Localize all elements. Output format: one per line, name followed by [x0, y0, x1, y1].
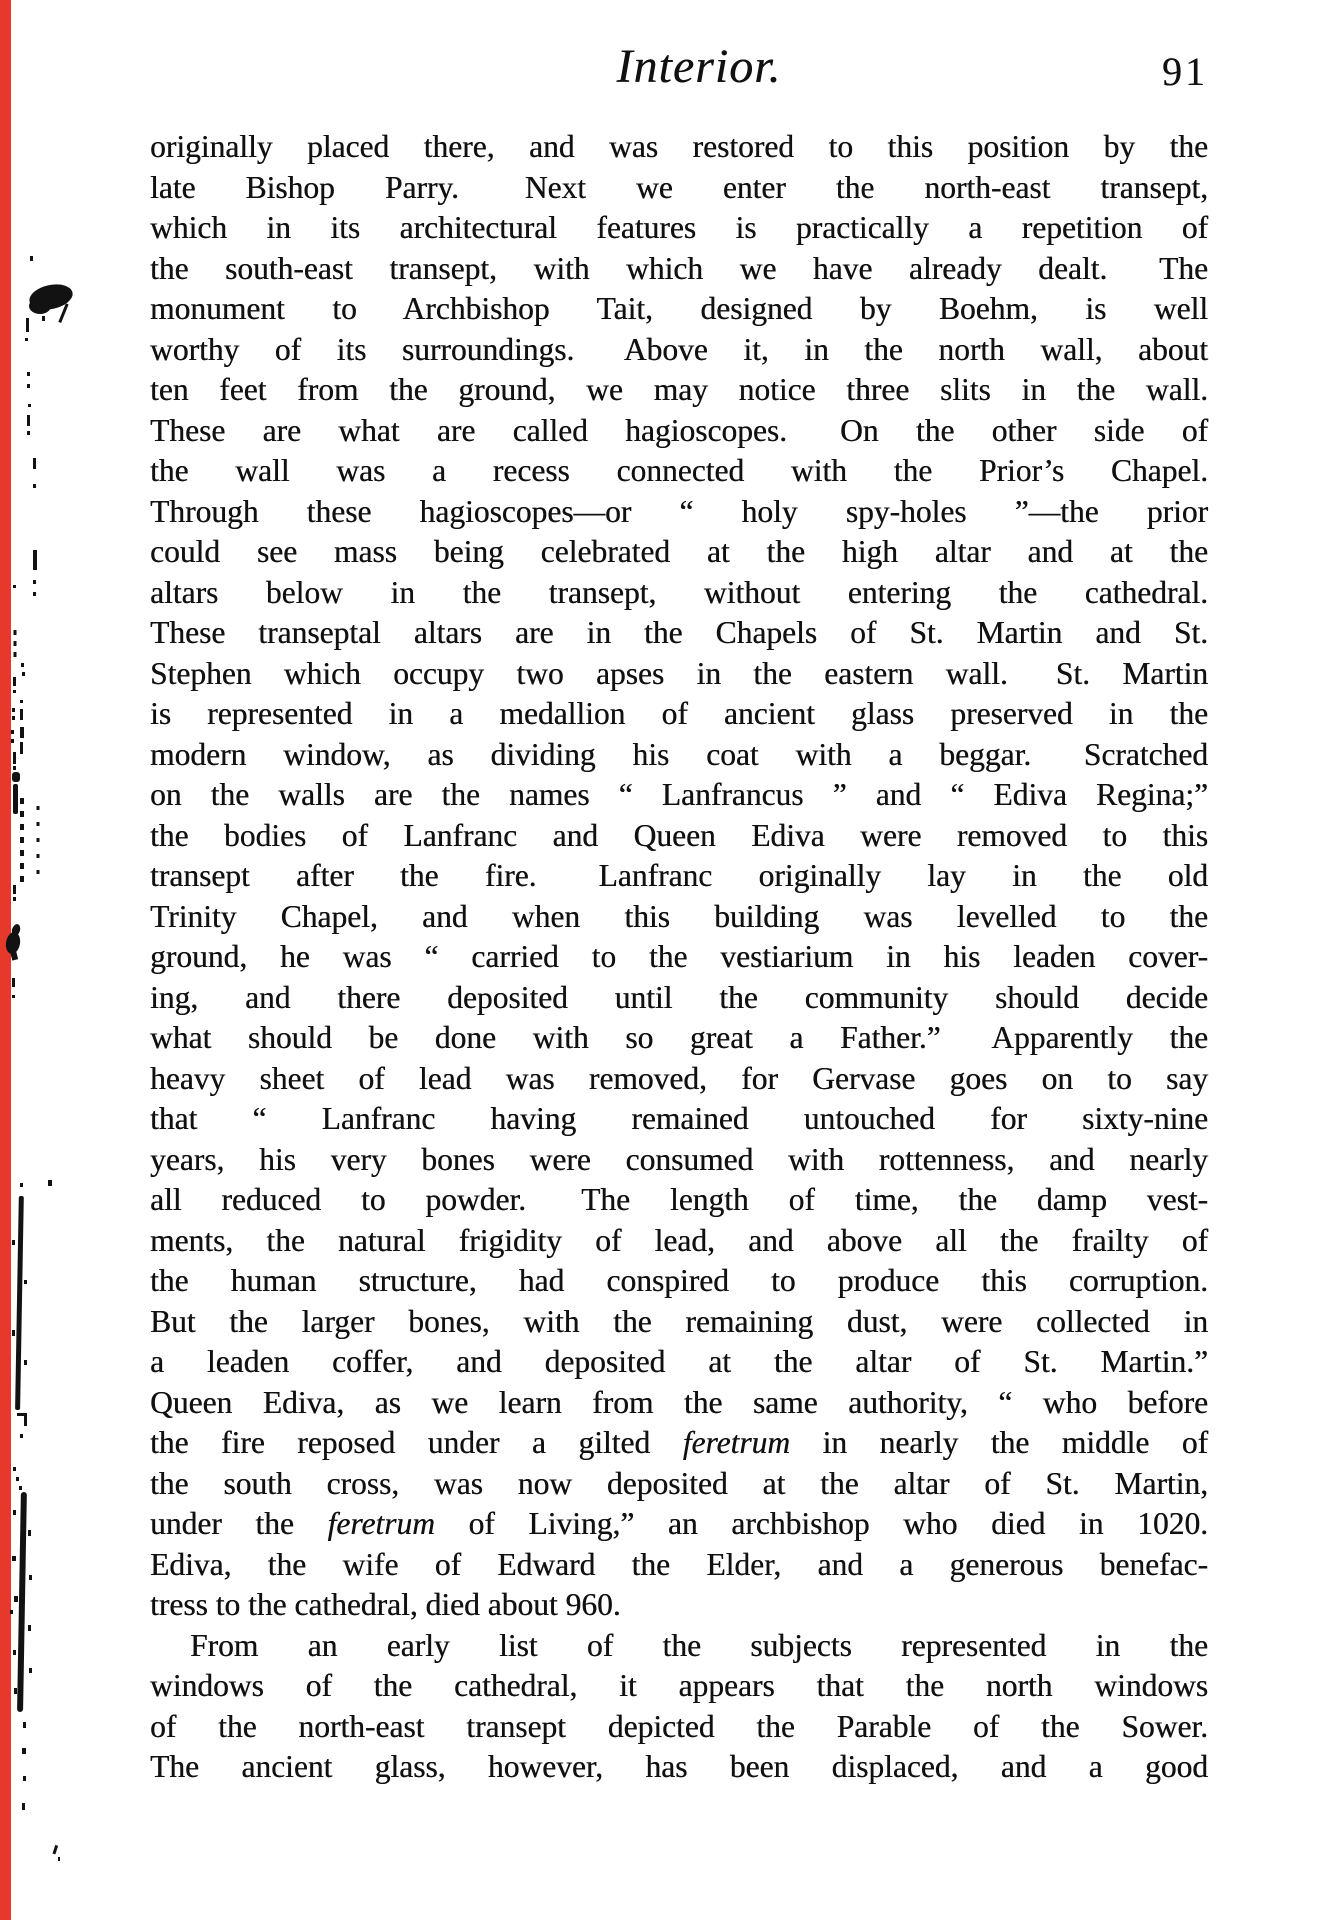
text-line: ground, he was “ carried to the vestiarium in his leaden cover- — [150, 939, 1208, 974]
text-line: ments, the natural frigidity of lead, and above all the frailty of — [150, 1222, 1208, 1258]
text-line: what should be done with so great a Father.” Apparently the — [150, 1020, 1208, 1055]
text-line: modern window, as dividing his coat with a beggar. Scratched — [150, 736, 1208, 772]
text-line: worthy of its surroundings. Above it, in the north wall, about — [150, 331, 1208, 367]
text-line: The ancient glass, however, has been displaced, and a good — [150, 1749, 1208, 1784]
line-text: of Living,” an archbishop who died in 1020. — [434, 1506, 1208, 1541]
text-line — [150, 1423, 1208, 1464]
text-line: could see mass being celebrated at the high altar and at the — [150, 534, 1208, 569]
text-line: heavy sheet of lead was removed, for Gervase goes on to say — [150, 1060, 1208, 1096]
text-line: is represented in a medallion of ancient glass preserved in the — [150, 696, 1208, 731]
text-line: Queen Ediva, as we learn from the same authority, “ who before — [150, 1384, 1208, 1420]
text-line: ten feet from the ground, we may notice three slits in the wall. — [150, 372, 1208, 407]
text-line: on the walls are the names “ Lanfrancus ” and “ Ediva Regina;” — [150, 777, 1208, 812]
text-line: monument to Archbishop Tait, designed by Boehm, is well — [150, 291, 1208, 326]
running-title: Interior. — [616, 40, 782, 93]
text-line: transept after the fire. Lanfranc originally lay in the old — [150, 858, 1208, 893]
text-line: Stephen which occupy two apses in the eastern wall. St. Martin — [150, 655, 1208, 691]
text-line: the human structure, had conspired to produce this corruption. — [150, 1263, 1208, 1298]
text-line: all reduced to powder. The length of time, the damp vest- — [150, 1182, 1208, 1217]
text-line: the south cross, was now deposited at the altar of St. Martin, — [150, 1465, 1208, 1501]
text-line: which in its architectural features is practically a repetition of — [150, 210, 1208, 245]
line-text: in nearly the middle of — [790, 1425, 1208, 1460]
line-text: under the — [150, 1506, 328, 1541]
text-line: altars below in the transept, without entering the cathedral. — [150, 574, 1208, 610]
text-line: These transeptal altars are in the Chapels of St. Martin and St. — [150, 615, 1208, 650]
text-line: ing, and there deposited until the community should decide — [150, 979, 1208, 1015]
text-line: years, his very bones were consumed with rottenness, and nearly — [150, 1141, 1208, 1177]
text-line: From an early list of the subjects represented in the — [190, 1627, 1208, 1663]
text-line: tress to the cathedral, died about 960. — [150, 1587, 621, 1622]
text-line: Through these hagioscopes—or “ holy spy-holes ”—the prior — [150, 493, 1208, 529]
text-line: Ediva, the wife of Edward the Elder, and a generous benefac- — [150, 1546, 1208, 1582]
text-line — [150, 1504, 1208, 1545]
text-line: of the north-east transept depicted the Parable of the Sower. — [150, 1708, 1208, 1744]
text-line: These are what are called hagioscopes. On the other side of — [150, 412, 1208, 448]
page-number: 91 — [1162, 49, 1208, 94]
page-text-block — [150, 127, 1208, 1788]
text-line: late Bishop Parry. Next we enter the north-east transept, — [150, 169, 1208, 205]
line-text-italic: feretrum — [327, 1506, 435, 1541]
text-line: But the larger bones, with the remaining dust, were collected in — [150, 1303, 1208, 1339]
text-line: a leaden coffer, and deposited at the altar of St. Martin.” — [150, 1344, 1208, 1379]
text-line: Trinity Chapel, and when this building was levelled to the — [150, 898, 1208, 934]
page-edge-strip — [0, 0, 11, 1920]
text-line: the wall was a recess connected with the Prior’s Chapel. — [150, 453, 1208, 488]
text-line: that “ Lanfranc having remained untouched for sixty-nine — [150, 1101, 1208, 1136]
line-text: the fire reposed under a gilted — [150, 1425, 683, 1460]
line-text-italic: feretrum — [682, 1425, 790, 1460]
text-line: the bodies of Lanfranc and Queen Ediva were removed to this — [150, 817, 1208, 853]
text-line: the south-east transept, with which we have already dealt. The — [150, 250, 1208, 286]
text-line: windows of the cathedral, it appears that the north windows — [150, 1668, 1208, 1703]
text-line: originally placed there, and was restored to this position by the — [150, 129, 1208, 164]
